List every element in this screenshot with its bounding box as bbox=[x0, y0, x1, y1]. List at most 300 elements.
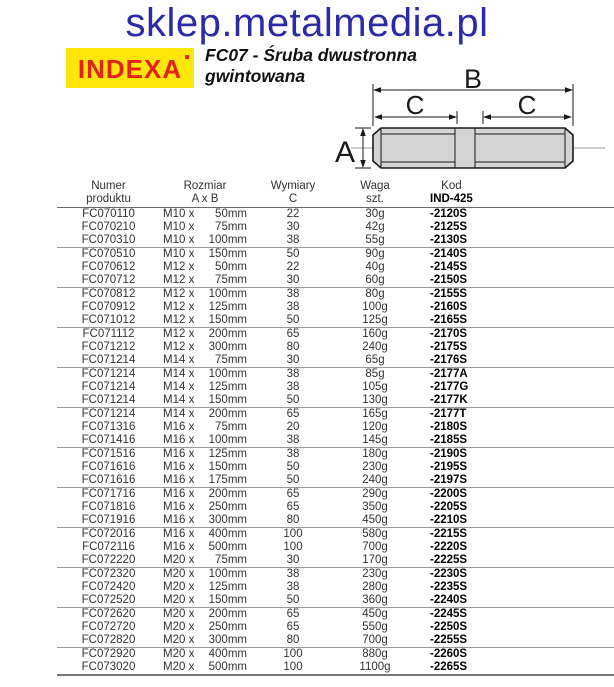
table-row bbox=[57, 221, 614, 234]
rozmiar-length: 200mm bbox=[208, 488, 247, 500]
cell-rozmiar bbox=[160, 434, 250, 448]
cell-rozmiar bbox=[160, 461, 250, 474]
rozmiar-thread: M16 x bbox=[163, 461, 195, 473]
rozmiar-length: 200mm bbox=[208, 408, 247, 420]
rozmiar-length: 150mm bbox=[208, 594, 247, 606]
table-row bbox=[57, 474, 614, 488]
cell-waga: 450g bbox=[336, 514, 414, 528]
cell-wymiar-c: 30 bbox=[286, 221, 300, 233]
cell-waga: 80g bbox=[365, 288, 385, 300]
cell-rozmiar bbox=[160, 274, 250, 288]
cell-numer-produktu: FC072320 bbox=[81, 568, 136, 580]
cell-rozmiar bbox=[160, 408, 250, 422]
rozmiar-thread: M20 x bbox=[163, 648, 195, 660]
cell-rozmiar bbox=[160, 608, 250, 622]
cell-rozmiar bbox=[160, 421, 250, 434]
site-title: sklep.metalmedia.pl bbox=[125, 1, 489, 45]
cell-kod: -2265S bbox=[414, 661, 614, 675]
cell-wymiar-c: 50 bbox=[250, 594, 336, 608]
cell-wymiar-c: 50 bbox=[286, 461, 300, 473]
cell-waga: 30g bbox=[365, 208, 385, 220]
cell-wymiar-c: 100 bbox=[250, 661, 336, 675]
cell-rozmiar bbox=[160, 541, 250, 554]
cell-waga: 350g bbox=[362, 501, 388, 513]
cell-rozmiar bbox=[160, 514, 250, 528]
cell-rozmiar bbox=[160, 288, 250, 302]
table-row bbox=[57, 648, 614, 662]
cell-waga: 42g bbox=[365, 221, 385, 233]
dim-label-b: B bbox=[463, 64, 483, 94]
cell-kod: -2130S bbox=[414, 234, 614, 248]
cell-numer-produktu: FC071816 bbox=[81, 501, 136, 513]
cell-wymiar-c: 22 bbox=[286, 208, 300, 220]
cell-kod: -2170S bbox=[430, 328, 468, 340]
cell-rozmiar bbox=[160, 368, 250, 382]
cell-rozmiar bbox=[160, 208, 250, 222]
table-row bbox=[57, 328, 614, 342]
dim-label-c-left: C bbox=[405, 90, 425, 120]
cell-wymiar-c: 65 bbox=[286, 488, 300, 500]
table-row bbox=[57, 421, 614, 434]
cell-kod: -2145S bbox=[430, 261, 468, 273]
rozmiar-thread: M20 x bbox=[163, 608, 195, 620]
cell-waga: 450g bbox=[362, 608, 388, 620]
cell-kod: -2190S bbox=[430, 448, 468, 460]
rozmiar-length: 75mm bbox=[215, 421, 247, 433]
cell-kod: -2215S bbox=[430, 528, 468, 540]
cell-numer-produktu: FC072520 bbox=[57, 594, 160, 608]
rozmiar-thread: M16 x bbox=[163, 448, 195, 460]
cell-numer-produktu: FC070712 bbox=[57, 274, 160, 288]
cell-kod: -2200S bbox=[430, 488, 468, 500]
header-kod: Kod IND-425 bbox=[414, 180, 614, 208]
rozmiar-length: 400mm bbox=[208, 648, 247, 660]
cell-wymiar-c: 50 bbox=[250, 394, 336, 408]
table-row bbox=[57, 208, 614, 222]
cell-wymiar-c: 50 bbox=[250, 314, 336, 328]
cell-waga: 55g bbox=[336, 234, 414, 248]
rozmiar-length: 300mm bbox=[208, 514, 247, 526]
table-row bbox=[57, 554, 614, 568]
rozmiar-length: 100mm bbox=[208, 368, 247, 380]
cell-kod: -2120S bbox=[430, 208, 468, 220]
rozmiar-thread: M14 x bbox=[163, 381, 195, 393]
cell-rozmiar bbox=[160, 261, 250, 274]
rozmiar-length: 100mm bbox=[208, 288, 247, 300]
cell-rozmiar bbox=[160, 314, 250, 328]
product-table-wrap bbox=[57, 180, 614, 676]
cell-rozmiar bbox=[160, 621, 250, 634]
cell-wymiar-c: 30 bbox=[250, 274, 336, 288]
cell-waga: 170g bbox=[336, 554, 414, 568]
cell-kod: -2140S bbox=[430, 248, 468, 260]
header-numer: Numer produktu bbox=[57, 180, 160, 208]
rozmiar-thread: M10 x bbox=[163, 234, 195, 246]
cell-wymiar-c: 38 bbox=[286, 448, 300, 460]
cell-kod: -2155S bbox=[430, 288, 468, 300]
cell-numer-produktu: FC071214 bbox=[81, 381, 136, 393]
table-row bbox=[57, 288, 614, 302]
cell-numer-produktu: FC072620 bbox=[81, 608, 136, 620]
rozmiar-thread: M20 x bbox=[163, 554, 195, 566]
cell-wymiar-c: 65 bbox=[286, 328, 300, 340]
cell-rozmiar bbox=[160, 528, 250, 542]
cell-waga: 100g bbox=[362, 301, 388, 313]
cell-kod: -2260S bbox=[430, 648, 468, 660]
table-row bbox=[57, 301, 614, 314]
cell-kod: -2165S bbox=[414, 314, 614, 328]
cell-wymiar-c: 65 bbox=[286, 408, 300, 420]
rozmiar-thread: M16 x bbox=[163, 421, 195, 433]
cell-kod: -2255S bbox=[414, 634, 614, 648]
cell-kod: -2177G bbox=[430, 381, 469, 393]
cell-kod: -2220S bbox=[430, 541, 468, 553]
rozmiar-length: 150mm bbox=[208, 461, 247, 473]
cell-numer-produktu: FC071214 bbox=[57, 354, 160, 368]
rozmiar-thread: M14 x bbox=[163, 408, 195, 420]
rozmiar-thread: M20 x bbox=[163, 594, 195, 606]
rozmiar-thread: M12 x bbox=[163, 328, 195, 340]
rozmiar-length: 175mm bbox=[208, 474, 247, 486]
table-row bbox=[57, 434, 614, 448]
cell-rozmiar bbox=[160, 501, 250, 514]
rozmiar-length: 125mm bbox=[208, 448, 247, 460]
rozmiar-length: 200mm bbox=[208, 328, 247, 340]
cell-kod: -2230S bbox=[430, 568, 468, 580]
product-title-line2: gwintowana bbox=[205, 66, 306, 86]
stud-bolt-dimension-diagram bbox=[333, 64, 614, 178]
cell-numer-produktu: FC071716 bbox=[81, 488, 136, 500]
rozmiar-length: 50mm bbox=[215, 208, 247, 220]
cell-kod: -2177T bbox=[430, 408, 467, 420]
table-row bbox=[57, 528, 614, 542]
cell-numer-produktu: FC071316 bbox=[81, 421, 136, 433]
table-row bbox=[57, 341, 614, 354]
cell-wymiar-c: 22 bbox=[286, 261, 300, 273]
cell-kod: -2177A bbox=[430, 368, 468, 380]
cell-numer-produktu: FC071214 bbox=[81, 368, 136, 380]
cell-wymiar-c: 65 bbox=[286, 621, 300, 633]
header-wymiary: Wymiary C bbox=[250, 180, 336, 208]
cell-rozmiar bbox=[160, 488, 250, 502]
product-title-line1: FC07 - Śruba dwustronna bbox=[205, 45, 417, 65]
rozmiar-thread: M16 x bbox=[163, 434, 195, 446]
cell-kod: -2240S bbox=[414, 594, 614, 608]
cell-kod: -2180S bbox=[430, 421, 468, 433]
cell-waga: 240g bbox=[336, 474, 414, 488]
table-body bbox=[57, 208, 614, 676]
cell-numer-produktu: FC071616 bbox=[57, 474, 160, 488]
cell-rozmiar bbox=[160, 248, 250, 262]
rozmiar-length: 500mm bbox=[208, 541, 247, 553]
cell-numer-produktu: FC070310 bbox=[57, 234, 160, 248]
cell-waga: 130g bbox=[336, 394, 414, 408]
cell-numer-produktu: FC072116 bbox=[82, 541, 135, 553]
cell-rozmiar bbox=[160, 354, 250, 368]
cell-numer-produktu: FC071516 bbox=[81, 448, 136, 460]
cell-waga: 145g bbox=[336, 434, 414, 448]
cell-numer-produktu: FC071214 bbox=[57, 394, 160, 408]
cell-numer-produktu: FC072720 bbox=[81, 621, 136, 633]
cell-rozmiar bbox=[160, 301, 250, 314]
cell-waga: 290g bbox=[362, 488, 388, 500]
table-row bbox=[57, 408, 614, 422]
product-table bbox=[57, 180, 614, 676]
cell-waga: 230g bbox=[362, 568, 388, 580]
rozmiar-thread: M16 x bbox=[163, 541, 195, 553]
cell-kod: -2235S bbox=[430, 581, 468, 593]
rozmiar-thread: M12 x bbox=[163, 274, 195, 286]
rozmiar-thread: M20 x bbox=[163, 634, 195, 646]
cell-wymiar-c: 38 bbox=[286, 368, 300, 380]
rozmiar-thread: M14 x bbox=[163, 394, 195, 406]
rozmiar-thread: M14 x bbox=[163, 354, 195, 366]
rozmiar-thread: M10 x bbox=[163, 208, 195, 220]
table-row bbox=[57, 541, 614, 554]
indexa-logo-text: INDEXA bbox=[77, 54, 183, 84]
cell-numer-produktu: FC071012 bbox=[57, 314, 160, 328]
rozmiar-thread: M16 x bbox=[163, 488, 195, 500]
table-row bbox=[57, 314, 614, 328]
table-row bbox=[57, 274, 614, 288]
table-row bbox=[57, 354, 614, 368]
rozmiar-length: 500mm bbox=[208, 661, 247, 673]
cell-kod: -2176S bbox=[414, 354, 614, 368]
cell-waga: 180g bbox=[362, 448, 388, 460]
rozmiar-length: 250mm bbox=[208, 621, 247, 633]
table-row bbox=[57, 594, 614, 608]
header-waga: Waga szt. bbox=[336, 180, 414, 208]
cell-waga: 165g bbox=[362, 408, 388, 420]
cell-waga: 60g bbox=[336, 274, 414, 288]
table-row bbox=[57, 261, 614, 274]
rozmiar-length: 250mm bbox=[208, 501, 247, 513]
rozmiar-length: 200mm bbox=[208, 608, 247, 620]
trademark-icon bbox=[185, 55, 189, 59]
cell-waga: 125g bbox=[336, 314, 414, 328]
table-row bbox=[57, 581, 614, 594]
cell-kod: -2177K bbox=[414, 394, 614, 408]
cell-waga: 120g bbox=[362, 421, 388, 433]
cell-wymiar-c: 30 bbox=[250, 354, 336, 368]
rozmiar-length: 150mm bbox=[208, 248, 247, 260]
cell-numer-produktu: FC072920 bbox=[81, 648, 136, 660]
cell-rozmiar bbox=[160, 474, 250, 488]
cell-numer-produktu: FC073020 bbox=[57, 661, 160, 675]
rozmiar-thread: M20 x bbox=[163, 661, 195, 673]
cell-waga: 40g bbox=[365, 261, 385, 273]
rozmiar-thread: M20 x bbox=[163, 568, 195, 580]
rozmiar-length: 50mm bbox=[215, 261, 247, 273]
cell-kod: -2150S bbox=[414, 274, 614, 288]
cell-numer-produktu: FC071916 bbox=[57, 514, 160, 528]
cell-wymiar-c: 38 bbox=[286, 301, 300, 313]
rozmiar-thread: M20 x bbox=[163, 621, 195, 633]
rozmiar-thread: M10 x bbox=[163, 248, 195, 260]
cell-numer-produktu: FC072820 bbox=[57, 634, 160, 648]
cell-rozmiar bbox=[160, 381, 250, 394]
cell-wymiar-c: 100 bbox=[283, 648, 303, 660]
rozmiar-length: 75mm bbox=[215, 274, 247, 286]
rozmiar-thread: M12 x bbox=[163, 261, 195, 273]
rozmiar-length: 300mm bbox=[208, 341, 247, 353]
table-row bbox=[57, 234, 614, 248]
cell-kod: -2160S bbox=[430, 301, 468, 313]
cell-kod: -2125S bbox=[430, 221, 468, 233]
cell-waga: 700g bbox=[336, 634, 414, 648]
table-row bbox=[57, 248, 614, 262]
cell-waga: 65g bbox=[336, 354, 414, 368]
rozmiar-length: 100mm bbox=[208, 234, 247, 246]
cell-waga: 230g bbox=[362, 461, 388, 473]
cell-wymiar-c: 50 bbox=[286, 248, 300, 260]
cell-waga: 550g bbox=[362, 621, 388, 633]
cell-wymiar-c: 30 bbox=[250, 554, 336, 568]
cell-waga: 240g bbox=[362, 341, 388, 353]
rozmiar-thread: M16 x bbox=[163, 474, 195, 486]
cell-wymiar-c: 80 bbox=[250, 514, 336, 528]
cell-numer-produktu: FC071112 bbox=[82, 328, 135, 340]
rozmiar-thread: M12 x bbox=[163, 314, 195, 326]
cell-wymiar-c: 100 bbox=[283, 541, 303, 553]
cell-rozmiar bbox=[160, 661, 250, 675]
cell-numer-produktu: FC072420 bbox=[81, 581, 136, 593]
cell-kod: -2245S bbox=[430, 608, 468, 620]
dim-label-a: A bbox=[335, 136, 356, 169]
rozmiar-thread: M16 x bbox=[163, 528, 195, 540]
rozmiar-length: 100mm bbox=[208, 434, 247, 446]
rozmiar-thread: M10 x bbox=[163, 221, 195, 233]
cell-wymiar-c: 38 bbox=[250, 434, 336, 448]
cell-numer-produktu: FC070210 bbox=[81, 221, 136, 233]
cell-kod: -2197S bbox=[414, 474, 614, 488]
cell-numer-produktu: FC070612 bbox=[81, 261, 136, 273]
cell-waga: 160g bbox=[362, 328, 388, 340]
rozmiar-thread: M16 x bbox=[163, 501, 195, 513]
cell-numer-produktu: FC071616 bbox=[81, 461, 136, 473]
table-row bbox=[57, 608, 614, 622]
rozmiar-thread: M12 x bbox=[163, 301, 195, 313]
rozmiar-length: 150mm bbox=[208, 314, 247, 326]
cell-rozmiar bbox=[160, 581, 250, 594]
table-row bbox=[57, 488, 614, 502]
rozmiar-thread: M14 x bbox=[163, 368, 195, 380]
indexa-logo bbox=[66, 48, 194, 88]
dim-label-c-right: C bbox=[517, 90, 537, 120]
rozmiar-thread: M12 x bbox=[163, 341, 195, 353]
rozmiar-length: 125mm bbox=[208, 381, 247, 393]
table-row bbox=[57, 621, 614, 634]
cell-waga: 105g bbox=[362, 381, 388, 393]
cell-rozmiar bbox=[160, 221, 250, 234]
cell-wymiar-c: 65 bbox=[286, 608, 300, 620]
cell-wymiar-c: 38 bbox=[286, 568, 300, 580]
cell-wymiar-c: 38 bbox=[286, 288, 300, 300]
cell-waga: 280g bbox=[362, 581, 388, 593]
cell-rozmiar bbox=[160, 568, 250, 582]
cell-numer-produktu: FC071212 bbox=[81, 341, 136, 353]
cell-rozmiar bbox=[160, 448, 250, 462]
cell-kod: -2250S bbox=[430, 621, 468, 633]
cell-rozmiar bbox=[160, 648, 250, 662]
cell-waga: 1100g bbox=[336, 661, 414, 675]
cell-numer-produktu: FC070912 bbox=[81, 301, 136, 313]
rozmiar-length: 125mm bbox=[208, 581, 247, 593]
cell-numer-produktu: FC070510 bbox=[81, 248, 136, 260]
table-header bbox=[57, 180, 614, 208]
rozmiar-thread: M12 x bbox=[163, 288, 195, 300]
cell-rozmiar bbox=[160, 328, 250, 342]
cell-rozmiar bbox=[160, 234, 250, 248]
cell-kod: -2185S bbox=[414, 434, 614, 448]
cell-wymiar-c: 20 bbox=[286, 421, 300, 433]
cell-waga: 700g bbox=[362, 541, 388, 553]
table-row bbox=[57, 634, 614, 648]
cell-waga: 85g bbox=[365, 368, 385, 380]
cell-rozmiar bbox=[160, 394, 250, 408]
cell-kod: -2195S bbox=[430, 461, 468, 473]
cell-numer-produktu: FC071416 bbox=[57, 434, 160, 448]
cell-numer-produktu: FC070110 bbox=[82, 208, 135, 220]
cell-wymiar-c: 38 bbox=[286, 581, 300, 593]
rozmiar-thread: M16 x bbox=[163, 514, 195, 526]
cell-wymiar-c: 65 bbox=[286, 501, 300, 513]
cell-kod: -2225S bbox=[414, 554, 614, 568]
cell-rozmiar bbox=[160, 341, 250, 354]
rozmiar-length: 400mm bbox=[208, 528, 247, 540]
cell-waga: 90g bbox=[365, 248, 385, 260]
header-rozmiar: Rozmiar A x B bbox=[160, 180, 250, 208]
cell-numer-produktu: FC072016 bbox=[81, 528, 136, 540]
table-row bbox=[57, 381, 614, 394]
cell-wymiar-c: 38 bbox=[286, 381, 300, 393]
cell-waga: 580g bbox=[362, 528, 388, 540]
rozmiar-length: 300mm bbox=[208, 634, 247, 646]
rozmiar-length: 75mm bbox=[215, 554, 247, 566]
rozmiar-length: 75mm bbox=[215, 221, 247, 233]
table-row bbox=[57, 568, 614, 582]
cell-numer-produktu: FC071214 bbox=[81, 408, 136, 420]
cell-wymiar-c: 50 bbox=[250, 474, 336, 488]
table-row bbox=[57, 394, 614, 408]
table-row bbox=[57, 368, 614, 382]
cell-rozmiar bbox=[160, 594, 250, 608]
cell-waga: 880g bbox=[362, 648, 388, 660]
cell-wymiar-c: 38 bbox=[250, 234, 336, 248]
table-row bbox=[57, 661, 614, 675]
cell-numer-produktu: FC072220 bbox=[57, 554, 160, 568]
rozmiar-length: 125mm bbox=[208, 301, 247, 313]
cell-kod: -2175S bbox=[430, 341, 468, 353]
table-row bbox=[57, 514, 614, 528]
cell-numer-produktu: FC070812 bbox=[81, 288, 136, 300]
cell-waga: 360g bbox=[336, 594, 414, 608]
cell-wymiar-c: 80 bbox=[250, 634, 336, 648]
rozmiar-length: 75mm bbox=[215, 354, 247, 366]
table-row bbox=[57, 448, 614, 462]
cell-wymiar-c: 80 bbox=[286, 341, 300, 353]
table-row bbox=[57, 501, 614, 514]
cell-rozmiar bbox=[160, 634, 250, 648]
rozmiar-length: 100mm bbox=[208, 568, 247, 580]
cell-kod: -2210S bbox=[414, 514, 614, 528]
rozmiar-length: 150mm bbox=[208, 394, 247, 406]
rozmiar-thread: M20 x bbox=[163, 581, 195, 593]
cell-kod: -2205S bbox=[430, 501, 468, 513]
table-row bbox=[57, 461, 614, 474]
cell-rozmiar bbox=[160, 554, 250, 568]
cell-wymiar-c: 100 bbox=[283, 528, 303, 540]
